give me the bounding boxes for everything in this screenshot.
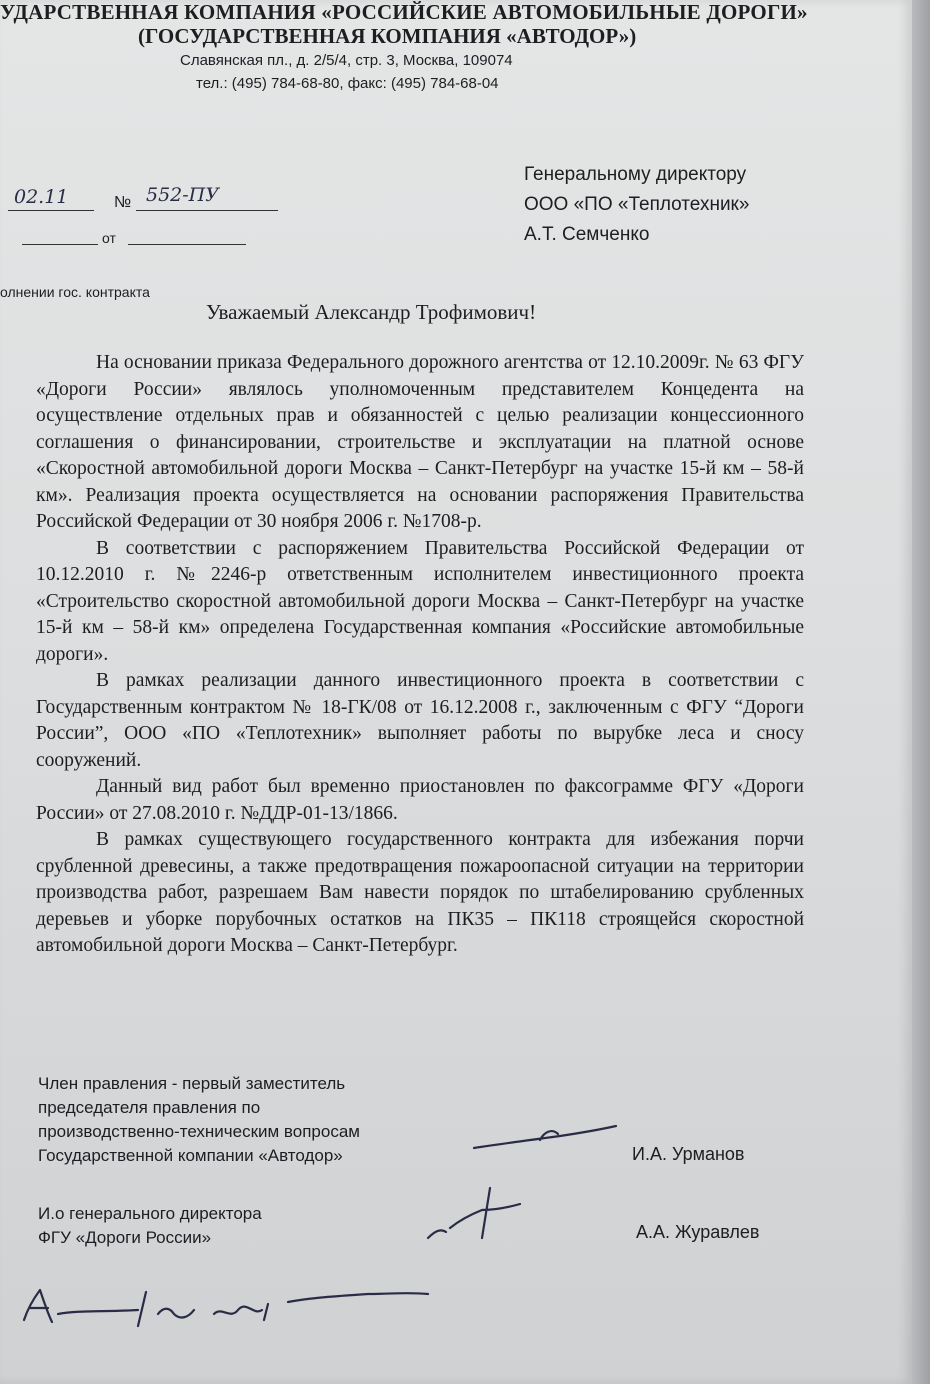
number-label: № [114,194,132,211]
page-edge [912,0,930,1384]
addressee-block [524,160,749,250]
signatory-2-title: И.о генерального директора ФГУ «Дороги России» [38,1204,262,1247]
letterhead-phone: тел.: (495) 784-68-80, факс: (495) 784-68-04 [196,75,499,92]
addressee-position: Генеральному директору [524,164,747,185]
greeting: Уважаемый Александр Трофимович! [206,300,537,324]
letter-body [36,350,804,960]
from-label: от [102,230,116,246]
signatory-2-name: А.А. Журавлев [636,1222,760,1242]
outgoing-number: 552-ПУ [146,184,219,206]
ref-date-line [128,244,246,245]
paragraph: В рамках реализации данного инвестиционного проекта в соответствии с Государственным контрактом № 18-ГК/08 от 16.12.2008 г., заключенным с ФГУ “Дороги России”, ООО «ПО «Теплотехник» выполняет работы по вырубке леса и сносу сооружений. [36,670,804,771]
addressee-name: А.Т. Семченко [524,224,650,245]
signature-1 [470,1118,620,1158]
paragraph: В соответствии с распоряжением Правительства Российской Федерации от 10.12.2010 г. №2246-р ответственным исполнителем инвестиционного проекта «Строительство скоростной автомобильной дороги Москва – Санкт-Петербург на участке 15-й км – 58-й км» определена Государственная компания «Российские автомобильные дороги». [36,537,804,665]
letterhead-address: Славянская пл., д. 2/5/4, стр. 3, Москва, 109074 [180,52,513,69]
number-line [136,210,278,211]
paragraph: Данный вид работ был временно приостановлен по факсограмме ФГУ «Дороги России» от 27.08.2010 г. №ДДР-01-13/1866. [36,776,804,824]
letter-subject: олнении гос. контракта [0,284,150,300]
signature-2 [420,1180,530,1250]
signatory-1-title: Член правления - первый заместитель председателя правления по производственно-техническим вопросам Государственной компании «Автодор» [38,1074,360,1165]
paragraph: На основании приказа Федерального дорожного агентства от 12.10.2009г. № 63 ФГУ «Дороги России» являлось уполномоченным представителем Концедента на осуществление отдельных прав и обязанностей с целью реализации концессионного соглашения о финансировании, строительстве и эксплуатации на платной основе «Скоростной автомобильной дороги Москва – Санкт-Петербург на участке 15-й км – 58-й км». Реализация проекта осуществляется на основании распоряжения Правительства Российской Федерации от 30 ноября 2006 г. №1708-р. [36,352,804,532]
outgoing-date: 02.11 [14,186,69,208]
paragraph: В рамках существующего государственного контракта для избежания порчи срубленной древесины, а также предотвращения пожароопасной ситуации на территории производства работ, разрешаем Вам навести порядок по штабелированию срубленных деревьев и уборке порубочных остатков на ПК35 – ПК118 строящейся скоростной автомобильной дороги Москва – Санкт-Петербург. [36,829,804,956]
addressee-company: ООО «ПО «Теплотехник» [524,194,750,215]
letterhead-title: УДАРСТВЕННАЯ КОМПАНИЯ «РОССИЙСКИЕ АВТОМОБИЛЬНЫЕ ДОРОГИ» [0,0,808,24]
signatory-1-name: И.А. Урманов [632,1144,745,1164]
date-line [8,210,94,211]
letterhead-subtitle: (ГОСУДАРСТВЕННАЯ КОМПАНИЯ «АВТОДОР») [138,24,637,48]
ref-line [22,244,98,245]
handwritten-note [18,1280,438,1340]
